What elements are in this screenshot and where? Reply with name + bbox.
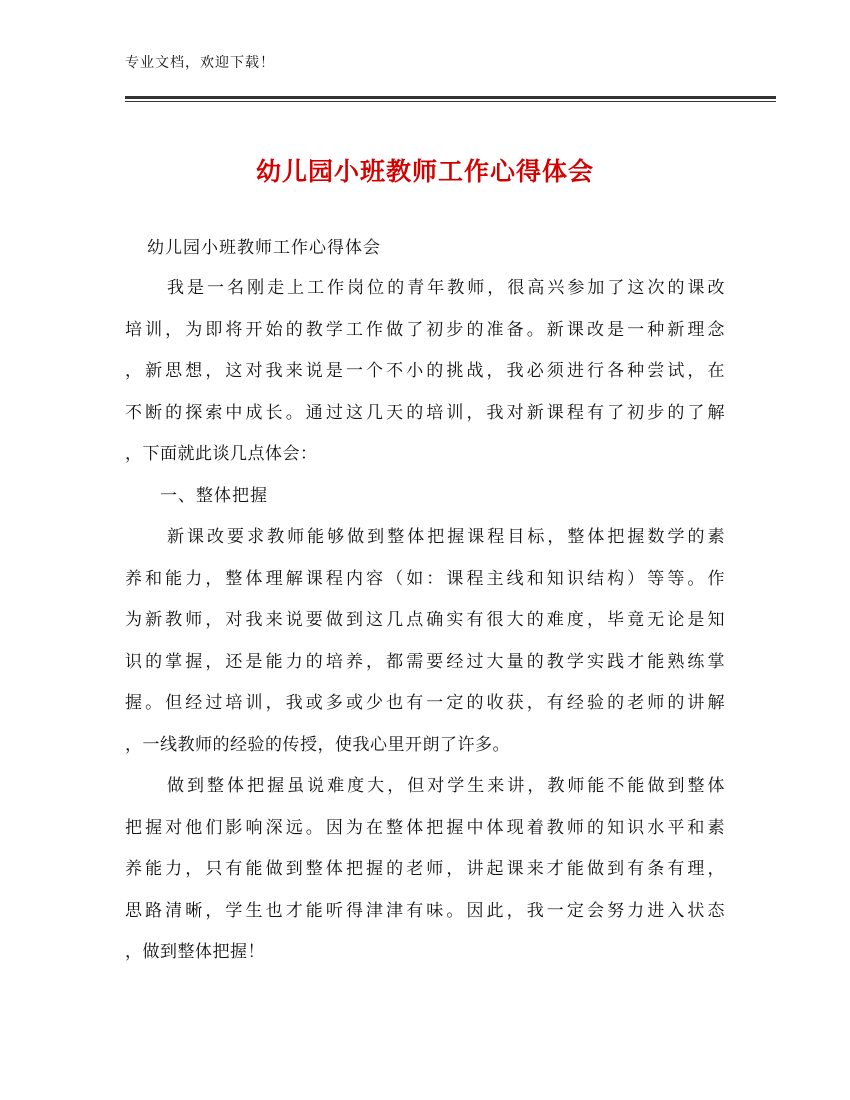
paragraph-overall-1 [125, 517, 725, 766]
paragraph-line: 养能力，只有能做到整体把握的老师，讲起课来才能做到有条有理， [125, 859, 725, 879]
document-body [125, 228, 725, 974]
paragraph-line: ，新思想，这对我来说是一个不小的挑战，我必须进行各种尝试，在 [125, 361, 725, 381]
document-subtitle: 幼儿园小班教师工作心得体会 [147, 238, 381, 258]
paragraph-line: 握。但经过培训，我或多或少也有一定的收获，有经验的老师的讲解 [125, 693, 725, 713]
paragraph-line: 把握对他们影响深远。因为在整体把握中体现着教师的知识水平和素 [125, 817, 725, 838]
paragraph-line: ，下面就此谈几点体会： [125, 444, 318, 464]
header-note: 专业文档，欢迎下载！ [125, 55, 275, 71]
paragraph-line: 养和能力，整体理解课程内容（如：课程主线和知识结构）等等。作 [125, 568, 725, 589]
header-rule-thin [125, 101, 776, 102]
paragraph-line: 识的掌握，还是能力的培养，都需要经过大量的教学实践才能熟练掌 [125, 651, 725, 672]
paragraph-line: 做到整体把握虽说难度大，但对学生来讲，教师能不能做到整体 [167, 776, 725, 796]
paragraph-line: ，做到整体把握！ [125, 942, 265, 962]
paragraph-overall-2 [125, 766, 725, 974]
paragraph-intro [125, 268, 725, 476]
header-rule-thick [125, 96, 776, 99]
paragraph-line: 我是一名刚走上工作岗位的青年教师，很高兴参加了这次的课改 [167, 278, 725, 298]
section-heading [125, 476, 725, 518]
paragraph-line: 新课改要求教师能够做到整体把握课程目标，整体把握数学的素 [167, 527, 725, 547]
paragraph-line: 培训，为即将开始的教学工作做了初步的准备。新课改是一种新理念 [125, 319, 725, 340]
paragraph-line: 为新教师，对我来说要做到这几点确实有很大的难度，毕竟无论是知 [125, 610, 725, 630]
paragraph-line: 思路清晰，学生也才能听得津津有味。因此，我一定会努力进入状态 [125, 900, 725, 921]
section-heading-text: 一、整体把握 [160, 485, 268, 506]
paragraph-line: ，一线教师的经验的传授，使我心里开朗了许多。 [125, 734, 510, 755]
document-title: 幼儿园小班教师工作心得体会 [255, 157, 594, 186]
paragraph-line: 不断的探索中成长。通过这几天的培训，我对新课程有了初步的了解 [125, 402, 725, 423]
